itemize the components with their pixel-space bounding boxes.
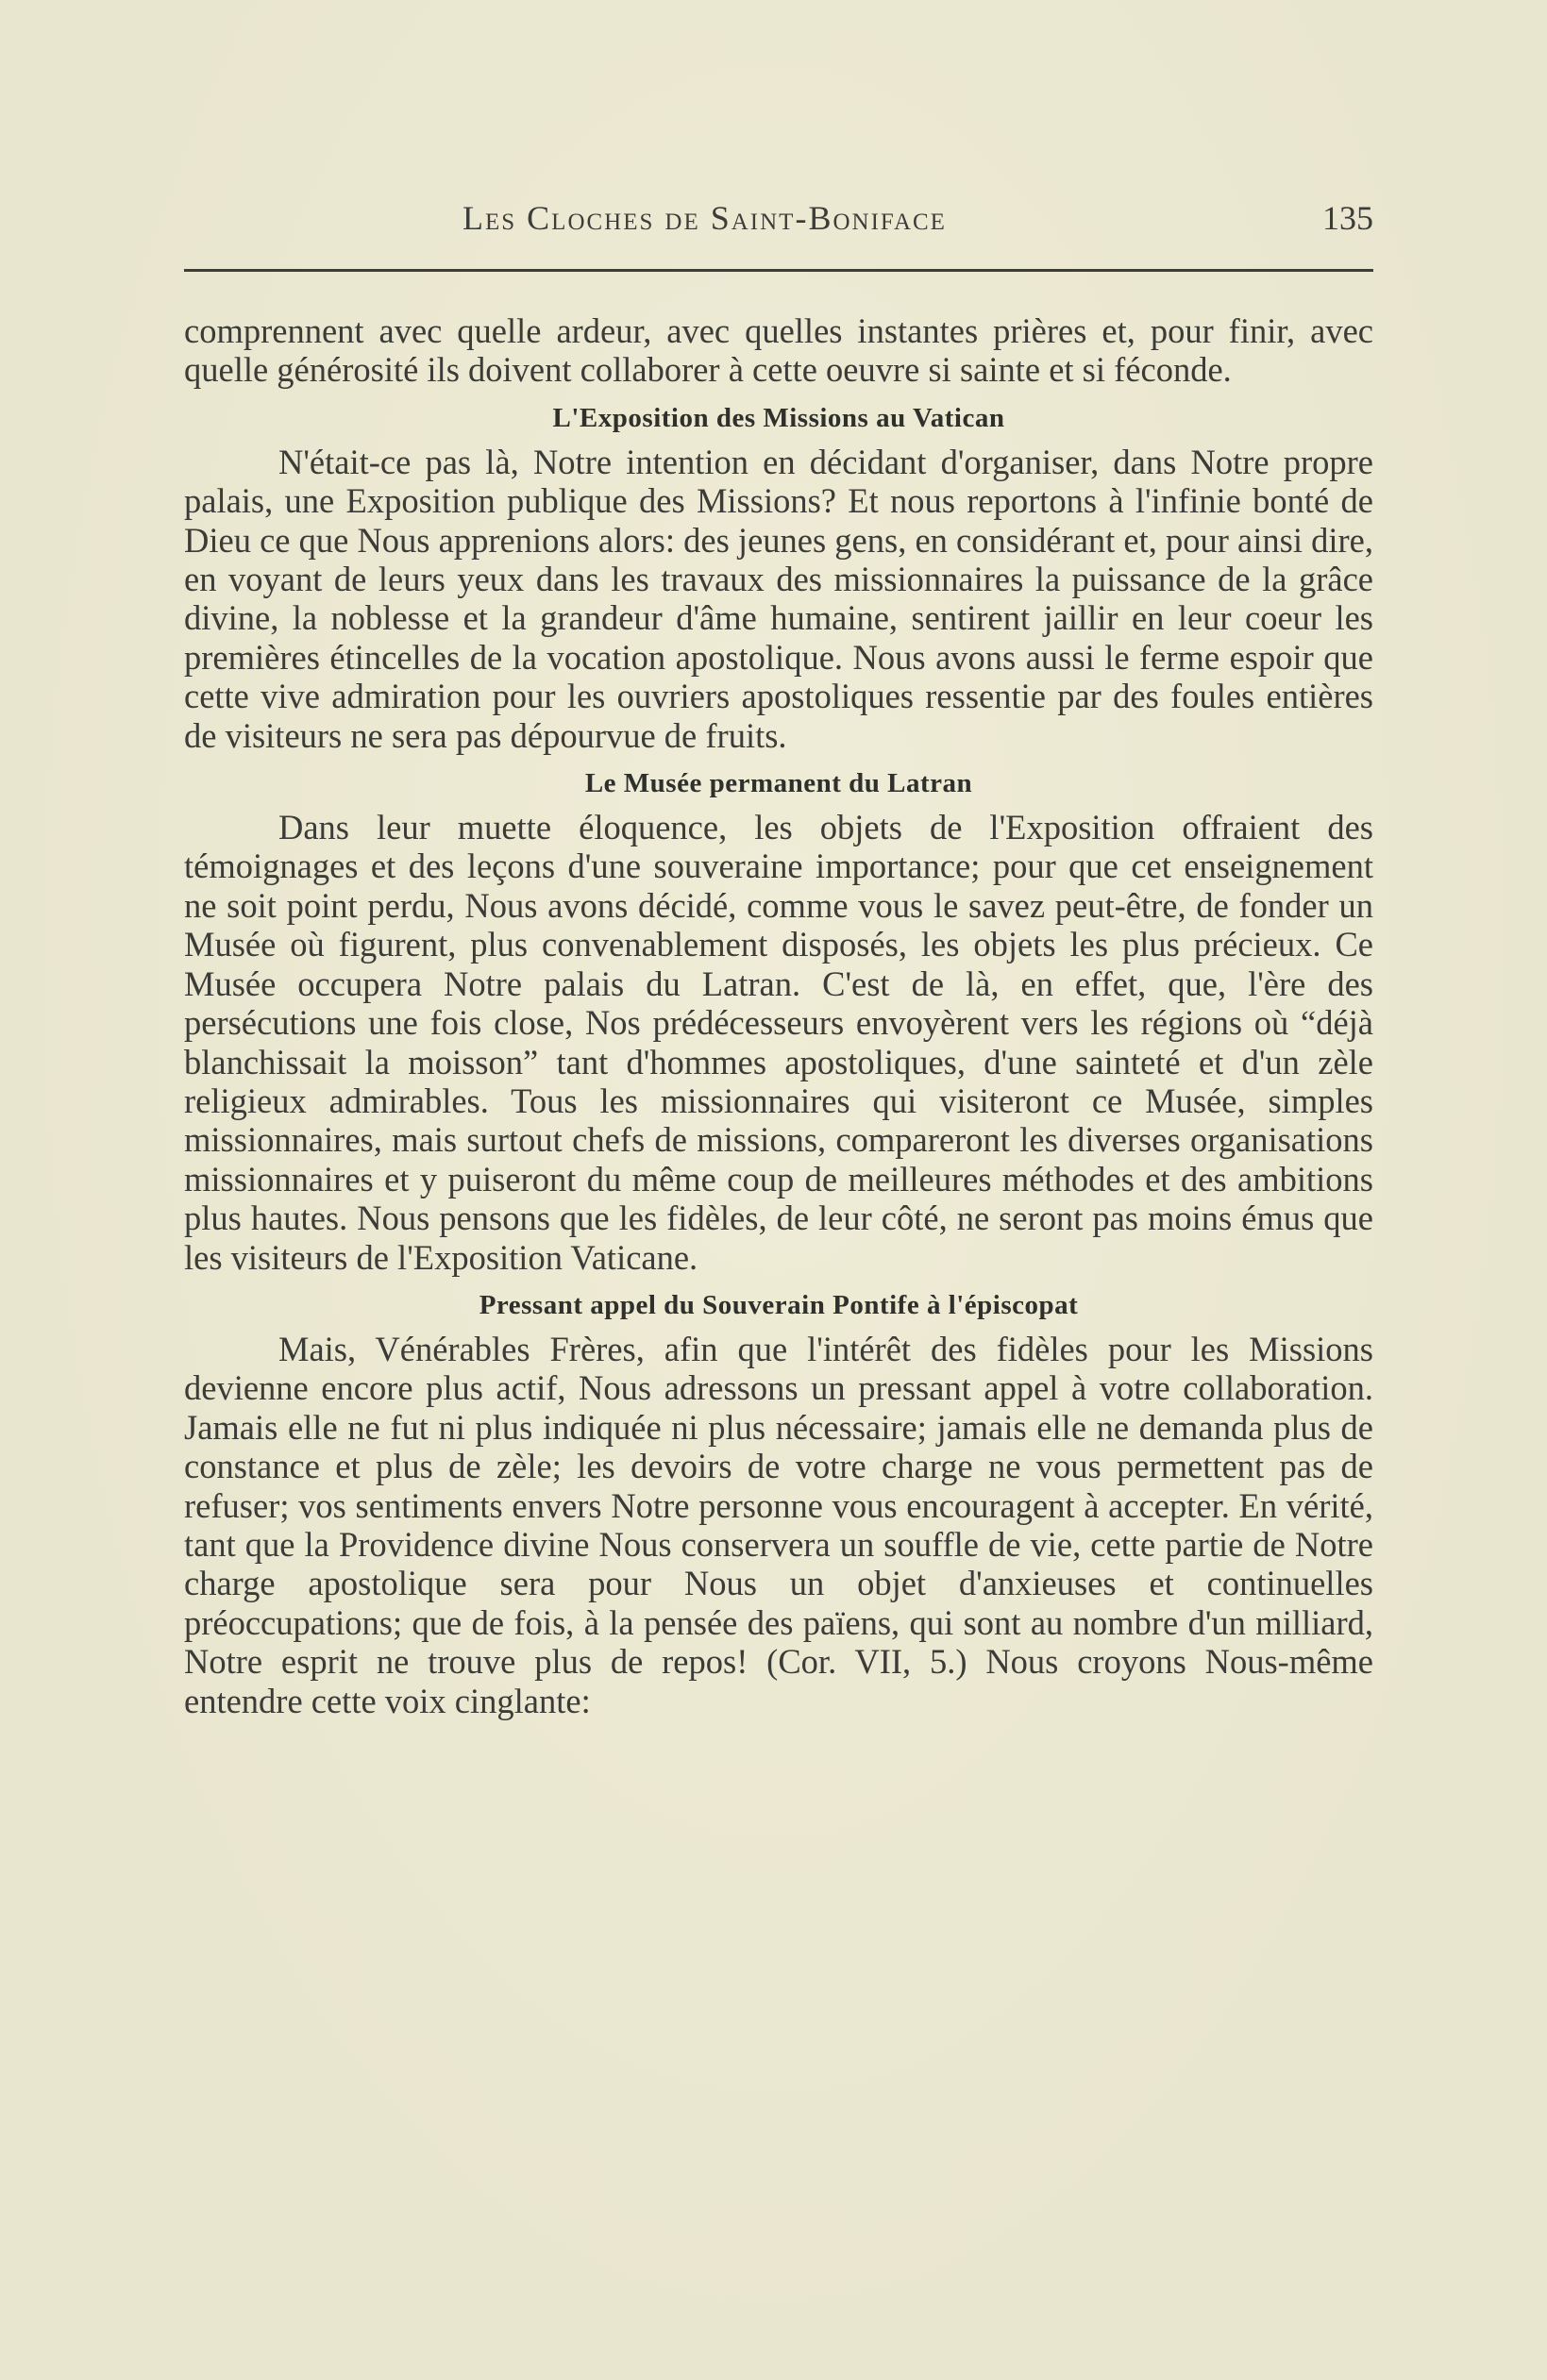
section-heading-exposition: L'Exposition des Missions au Vatican <box>552 402 1005 433</box>
paragraph-continuation: comprennent avec quelle ardeur, avec quelles instantes prières et, pour finir, avec quelle générosité ils doivent collaborer à cette oeuvre si sainte et si féconde. <box>184 311 1373 390</box>
page-number: 135 <box>1322 199 1373 237</box>
body-text <box>184 311 1373 1720</box>
section-heading-musee: Le Musée permanent du Latran <box>584 768 973 799</box>
paragraph-exposition: N'était-ce pas là, Notre intention en décidant d'organiser, dans Notre propre palais, une Exposition publique des Missions? Et nous reportons à l'infinie bonté de Dieu ce que Nous apprenions alors: des jeunes gens, en considérant et, pour ainsi dire, en voyant de leurs yeux dans les travaux des missionnaires la puissance de la grâce divine, la noblesse et la grandeur d'âme humaine, sentirent jaillir en leur coeur les premières étincelles de la vocation apostolique. Nous avons aussi le ferme espoir que cette vive admiration pour les ouvriers apostoliques ressentie par des foules entières de visiteurs ne sera pas dépourvue de fruits. <box>184 442 1373 755</box>
section-heading-appel: Pressant appel du Souverain Pontife à l'épiscopat <box>479 1289 1079 1320</box>
page-header <box>184 198 1373 255</box>
paragraph-musee: Dans leur muette éloquence, les objets de l'Exposition offraient des témoignages et des leçons d'une souveraine importance; pour que cet enseignement ne soit point perdu, Nous avons décidé, comme vous le savez peut-être, de fonder un Musée où figurent, plus convenablement disposés, les objets les plus précieux. Ce Musée occupera Notre palais du Latran. C'est de là, en effet, que, l'ère des persécutions une fois close, Nos prédécesseurs envoyèrent vers les régions où “déjà blanchissait la moisson” tant d'hommes apostoliques, d'une sainteté et d'un zèle religieux admirables. Tous les missionnaires qui visiteront ce Musée, simples missionnaires, mais surtout chefs de missions, compareront les diverses organisations missionnaires et y puiseront du même coup de meilleures méthodes et des ambitions plus hautes. Nous pensons que les fidèles, de leur côté, ne seront pas moins émus que les visiteurs de l'Exposition Vaticane. <box>184 808 1373 1277</box>
paragraph-appel: Mais, Vénérables Frères, afin que l'intérêt des fidèles pour les Missions devienne encore plus actif, Nous adressons un pressant appel à votre collaboration. Jamais elle ne fut ni plus indiquée ni plus nécessaire; jamais elle ne demanda plus de constance et plus de zèle; les devoirs de votre charge ne vous permettent pas de refuser; vos sentiments envers Notre personne vous encouragent à accepter. En vérité, tant que la Providence divine Nous conservera un souffle de vie, cette partie de Notre charge apostolique sera pour Nous un objet d'anxieuses et continuelles préoccupations; que de fois, à la pensée des païens, qui sont au nombre d'un milliard, Notre esprit ne trouve plus de repos! (Cor. VII, 5.) Nous croyons Nous-même entendre cette voix cinglante: <box>184 1329 1373 1720</box>
header-rule <box>184 269 1373 272</box>
running-title: Les Cloches de Saint-Boniface <box>462 199 947 237</box>
